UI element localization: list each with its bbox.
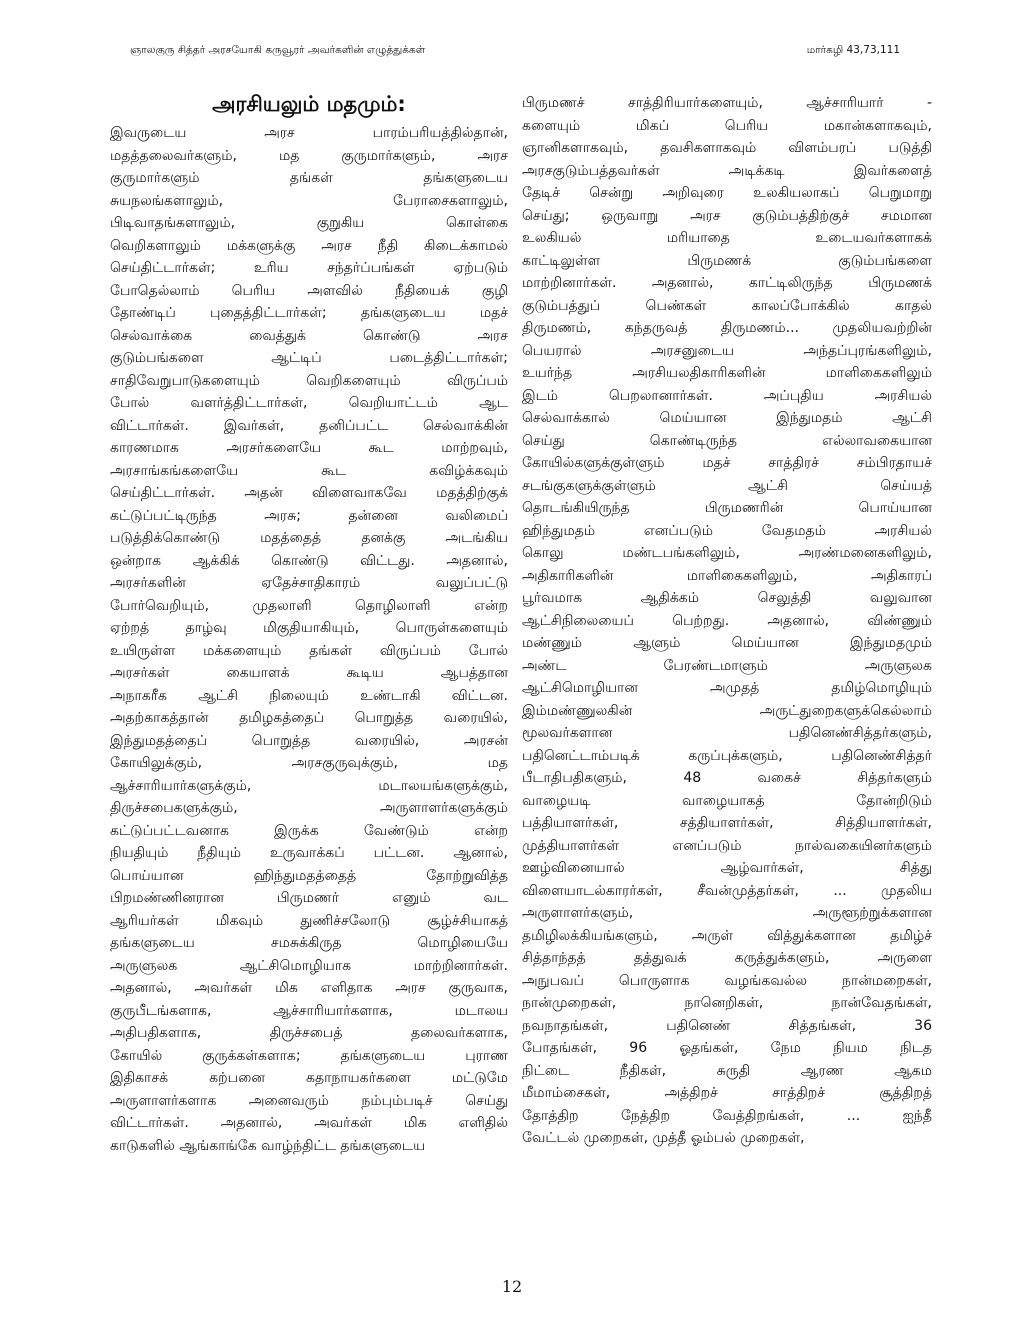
text-line: அருளுலக ஆட்சிமொழியாக மாற்றினார்கள்.	[110, 957, 508, 974]
text-line: அநுபவப் பொருளாக வழங்கவல்ல நான்மறைகள்,	[522, 972, 932, 989]
text-line: பீடாதிபதிகளும், 48 வகைச் சித்தர்களும்	[522, 770, 932, 786]
text-line: செய்து கொண்டிருந்த எல்லாவகையான	[522, 432, 932, 449]
text-line: கோயிலுக்கும், அரசகுருவுக்கும், மத	[110, 755, 508, 771]
text-line: தேடிச் சென்று அறிவுரை உலகியலாகப் பெறுமாறு	[522, 185, 932, 201]
text-line: மூலவர்களான பதினெண்சித்தர்களும்,	[522, 725, 932, 741]
text-line: மதத்தலைவர்களும், மத குருமார்களும், அரச	[110, 147, 508, 164]
text-line: அரசர்கள் கையாளக் கூடிய ஆபத்தான	[110, 665, 508, 681]
text-line: செய்து; ஒருவாறு அரச குடும்பத்திற்குச் சமமான	[522, 207, 932, 224]
text-line: பிறமண்ணினரான பிருமணர் எனும் வட	[110, 890, 508, 906]
text-line: காரணமாக அரசர்களையே கூட மாற்றவும்,	[110, 440, 508, 456]
text-line: விட்டார்கள். இவர்கள், தனிப்பட்ட செல்வாக்கின்	[110, 417, 508, 434]
text-line: ஒன்றாக ஆக்கிக் கொண்டு விட்டது. அதனால்,	[110, 552, 508, 569]
text-line: படுத்திக்கொண்டு மதத்தைத் தனக்கு அடங்கிய	[110, 530, 508, 546]
text-line: ஆரியர்கள் மிகவும் துணிச்சலோடு சூழ்ச்சியாகத்	[110, 912, 508, 929]
text-line: காட்டிலுள்ள பிருமணக் குடும்பங்களை	[522, 252, 932, 269]
text-line: மண்ணும் ஆளும் மெய்யான இந்துமதமும்	[522, 635, 932, 651]
text-line: அரசாங்கங்களையே கூட கவிழ்க்கவும்	[110, 462, 508, 479]
text-line: செய்திட்டார்கள்; உரிய சந்தர்ப்பங்கள் ஏற்படும்	[110, 260, 508, 276]
text-line: வெறிகளாலும் மக்களுக்கு அரச நீதி கிடைக்காமல்	[110, 237, 508, 254]
text-line: செல்வாக்கால் மெய்யான இந்துமதம் ஆட்சி	[522, 410, 932, 426]
text-line: அநாகரீக ஆட்சி நிலையும் உண்டாகி விட்டன.	[110, 687, 508, 704]
text-line: அதிகாரிகளின் மாளிகைகளிலும், அதிகாரப்	[522, 567, 932, 584]
header-book-title: ஞாலகுரு சித்தர் அரசயோகி கருவூரர் அவர்களின் எழுத்துக்கள்	[130, 44, 426, 56]
text-line: உயர்ந்த அரசியலதிகாரிகளின் மாளிகைகளிலும்	[522, 365, 932, 381]
text-line: திருமணம், கந்தருவத் திருமணம்... முதலியவற்றின்	[522, 320, 932, 336]
text-line: களையும் மிகப் பெரிய மகான்களாகவும்,	[522, 117, 932, 134]
text-line: குடும்பங்களை ஆட்டிப் படைத்திட்டார்கள்;	[110, 350, 508, 366]
text-line: மீமாம்சைகள், அத்திறச் சாத்திறச் சூத்திறத்	[522, 1085, 932, 1101]
text-line: இந்துமதத்தைப் பொறுத்த வரையில், அரசன்	[110, 732, 508, 749]
text-line: சடங்குகளுக்குள்ளும் ஆட்சி செய்யத்	[522, 477, 932, 494]
text-line: பத்தியாளர்கள், சத்தியாளர்கள், சித்தியாளர்கள்,	[522, 815, 932, 831]
text-line: கோயில்களுக்குள்ளும் மதச் சாத்திரச் சம்பிரதாயச்	[522, 455, 932, 471]
text-line: அதனால், அவர்கள் மிக எளிதாக அரச குருவாக,	[110, 980, 508, 996]
text-line: வாழையடி வாழையாகத் தோன்றிடும்	[522, 792, 932, 809]
text-line: பூர்வமாக ஆதிக்கம் செலுத்தி வலுவான	[522, 590, 932, 606]
text-line: மாற்றினார்கள். அதனால், காட்டிலிருந்த பிருமணக்	[522, 275, 932, 291]
text-line: பிருமணச் சாத்திரியார்களையும், ஆச்சாரியார் -	[522, 95, 932, 111]
right-column	[522, 92, 932, 1150]
text-line: தமிழிலக்கியங்களும், அருள் வித்துக்களான தமிழ்ச்	[522, 927, 932, 944]
text-line: சாதிவேறுபாடுகளையும் வெறிகளையும் விருப்பம்	[110, 372, 508, 389]
text-line: இதிகாசக் கற்பனை கதாநாயகர்களை மட்டுமே	[110, 1070, 508, 1086]
text-line: ஞானிகளாகவும், தவசிகளாகவும் விளம்பரப் படுத்தி	[522, 140, 932, 156]
text-line: பெயரால் அரசனுடைய அந்தப்புரங்களிலும்,	[522, 342, 932, 359]
text-line: செல்வாக்கை வைத்துக் கொண்டு அரச	[110, 327, 508, 344]
header-issue-info: மார்கழி 43,73,111	[806, 44, 900, 56]
text-line: போர்வெறியும், முதலாளி தொழிலாளி என்ற	[110, 597, 508, 614]
text-line: குருபீடங்களாக, ஆச்சாரியார்களாக, மடாலய	[110, 1002, 508, 1019]
text-line: ஆட்சிநிலையைப் பெற்றது. அதனால், விண்ணும்	[522, 612, 932, 629]
text-line: சித்தாந்தத் தத்துவக் கருத்துக்களும், அருளை	[522, 950, 932, 966]
text-line: அதிபதிகளாக, திருச்சபைத் தலைவர்களாக,	[110, 1025, 508, 1041]
text-line: பதினெட்டாம்படிக் கருப்புக்களும், பதினெண்சித்தர்	[522, 747, 932, 764]
text-line: நிட்டை நீதிகள், சுருதி ஆரண ஆகம	[522, 1062, 932, 1079]
text-line: அரசர்களின் ஏதேச்சாதிகாரம் வலுப்பட்டு	[110, 575, 508, 591]
text-line: கட்டுப்பட்டவனாக இருக்க வேண்டும் என்ற	[110, 822, 508, 839]
text-line: கொலு மண்டபங்களிலும், அரண்மனைகளிலும்,	[522, 545, 932, 561]
text-line: ஆச்சாரியார்களுக்கும், மடாலயங்களுக்கும்,	[110, 777, 508, 794]
text-line: அதற்காகத்தான் தமிழகத்தைப் பொறுத்த வரையில்,	[110, 710, 508, 726]
text-line: அரசகுடும்பத்தவர்கள் அடிக்கடி இவர்களைத்	[522, 162, 932, 179]
text-line: இடம் பெறலானார்கள். அப்புதிய அரசியல்	[522, 387, 932, 404]
text-line: பொய்யான ஹிந்துமதத்தைத் தோற்றுவித்த	[110, 867, 508, 884]
text-line: தங்களுடைய சமசுக்கிருத மொழியையே	[110, 935, 508, 951]
section-title: அரசியலும் மதமும்:	[212, 92, 406, 116]
text-line: உயிருள்ள மக்களையும் தங்கள் விருப்பம் போல்	[110, 642, 508, 659]
text-line: உலகியல் மரியாதை உடையவர்களாகக்	[522, 230, 932, 246]
text-line: கட்டுப்பட்டிருந்த அரசு; தன்னை வலிமைப்	[110, 507, 508, 524]
text-line: தோத்திற நேத்திற வேத்திறங்கள், ... ஐந்தீ	[522, 1107, 932, 1124]
text-line: நான்முறைகள், நானெறிகள், நான்வேதங்கள்,	[522, 995, 932, 1011]
text-line: குடும்பத்துப் பெண்கள் காலப்போக்கில் காதல்	[522, 297, 932, 314]
page-number: 12	[501, 1277, 523, 1296]
text-line: இவருடைய அரச பாரம்பரியத்தில்தான்,	[110, 125, 508, 141]
text-line: நவநாதங்கள், பதினெண் சித்தங்கள், 36	[522, 1017, 932, 1034]
left-column	[110, 88, 508, 1157]
right-column-text	[522, 92, 932, 1150]
page-header	[130, 44, 900, 62]
text-line: செய்திட்டார்கள். அதன் விளைவாகவே மதத்திற்குக்	[110, 485, 508, 501]
text-line: முத்தியாளர்கள் எனப்படும் நால்வகையினர்களும்	[522, 837, 932, 854]
text-line: பிடிவாதங்களாலும், குறுகிய கொள்கை	[110, 215, 508, 231]
text-line: போதெல்லாம் பெரிய அளவில் நீதியைக் குழி	[110, 282, 508, 299]
text-line: காடுகளில் ஆங்காங்கே வாழ்ந்திட்ட தங்களுடைய	[110, 1137, 426, 1154]
text-line: சுயநலங்களாலும், பேராசைகளாலும்,	[110, 192, 508, 209]
text-line: விட்டார்கள். அதனால், அவர்கள் மிக எளிதில்	[110, 1115, 508, 1131]
text-line: அருளாளர்களாக அனைவரும் நம்பும்படிச் செய்து	[110, 1092, 508, 1109]
text-line: விளையாடல்காரர்கள், சீவன்முத்தர்கள், ... முதலிய	[522, 882, 932, 899]
text-line: போதங்கள், 96 ஓதங்கள், நேம நியம நிடத	[522, 1040, 932, 1056]
text-line: இம்மண்ணுலகின் அருட்துறைகளுக்கெல்லாம்	[522, 702, 932, 719]
text-line: போல் வளர்த்திட்டார்கள், வெறியாட்டம் ஆட	[110, 395, 508, 411]
text-line: ஊழ்வினையால் ஆழ்வார்கள், சித்து	[522, 860, 932, 876]
left-column-text	[110, 122, 508, 1157]
text-line: அண்ட பேரண்டமாளும் அருளுலக	[522, 657, 932, 674]
text-line: அருளாளர்களும், அருளூற்றுக்களான	[522, 905, 932, 921]
text-line: தோண்டிப் புதைத்திட்டார்கள்; தங்களுடைய மதச்	[110, 305, 508, 321]
text-line: திருச்சபைகளுக்கும், அருளாளர்களுக்கும்	[110, 800, 508, 816]
text-line: ஹிந்துமதம் எனப்படும் வேதமதம் அரசியல்	[522, 522, 932, 539]
text-line: ஆட்சிமொழியான அமுதத் தமிழ்மொழியும்	[522, 680, 932, 696]
text-line: ஏற்றத் தாழ்வு மிகுதியாகியும், பொருள்களையும்	[110, 620, 508, 636]
text-line: குருமார்களும் தங்கள் தங்களுடைய	[110, 170, 508, 186]
text-line: கோயில் குருக்கள்களாக; தங்களுடைய புராண	[110, 1047, 508, 1064]
text-line: தொடங்கியிருந்த பிருமணரின் பொய்யான	[522, 500, 932, 516]
text-line: நியதியும் நீதியும் உருவாக்கப் பட்டன. ஆனால்,	[110, 845, 508, 861]
text-line: வேட்டல் முறைகள், முத்தீ ஓம்பல் முறைகள்,	[522, 1130, 805, 1146]
